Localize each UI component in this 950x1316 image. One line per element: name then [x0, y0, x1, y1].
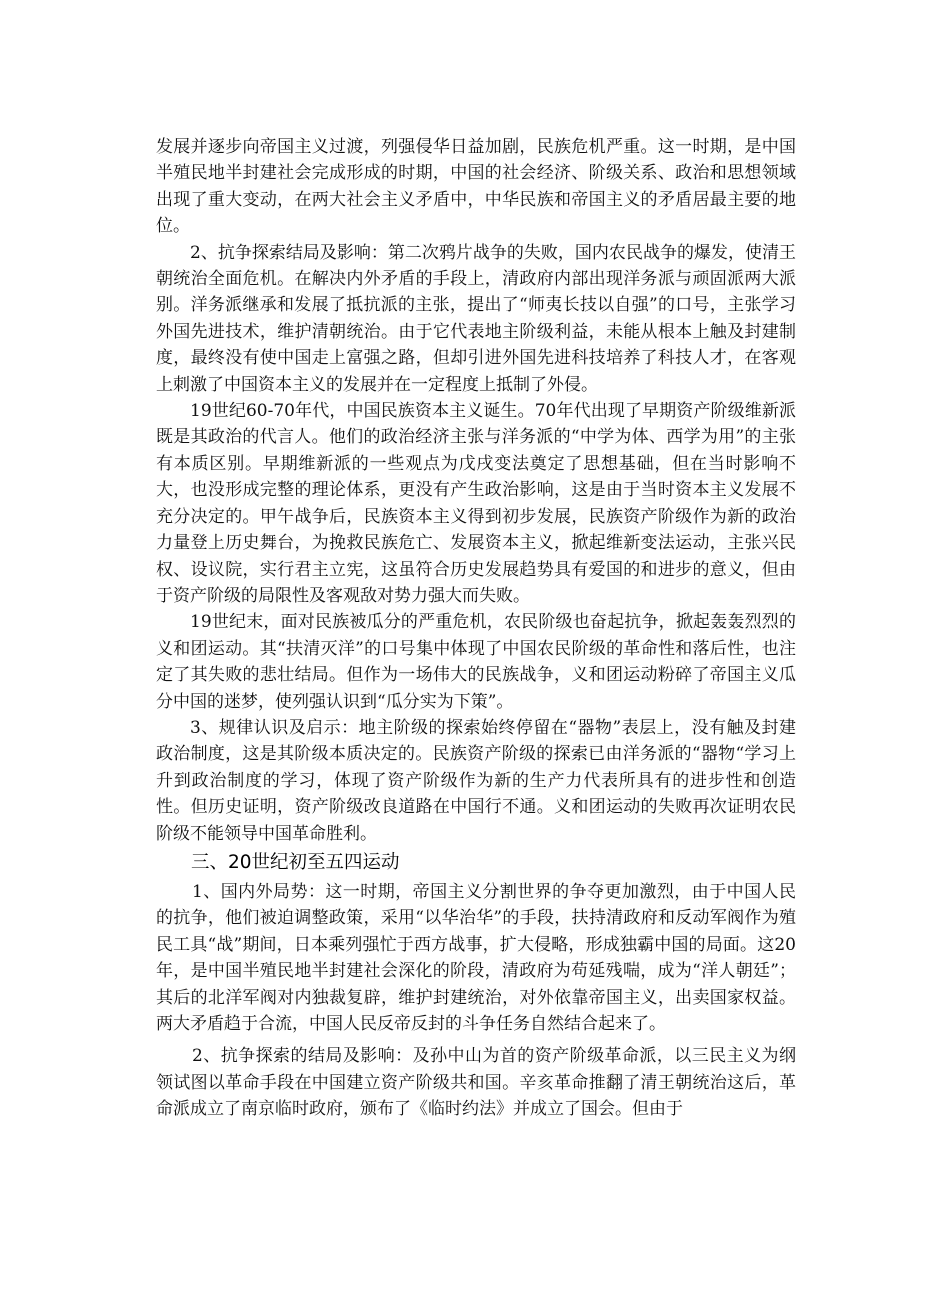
- section-heading: 三、20世纪初至五四运动: [191, 851, 400, 873]
- paragraph-6: 1、国内外局势：这一时期，帝国主义分割世界的争夺更加激烈，由于中国人民的抗争，他们被迫调整政策，采用“以华治华”的手段，扶持清政府和反动军阀作为殖民工具“战”期间，日本乘列强忙于西方战事，扩大侵略，形成独霸中国的局面。这20年，是中国半殖民地半封建社会深化的阶段，清政府为苟延残喘，成为“洋人朝廷”；其后的北洋军阀对内独裁复辟，维护封建统治，对外依靠帝国主义，出卖国家权益。两大矛盾趋于合流，中国人民反帝反封的斗争任务自然结合起来了。: [156, 881, 796, 1034]
- paragraph-1: 发展并逐步向帝国主义过渡，列强侵华日益加剧，民族危机严重。这一时期，是中国半殖民地半封建社会完成形成的时期，中国的社会经济、阶级关系、政治和思想领域出现了重大变动，在两大社会主义矛盾中，中华民族和帝国主义的矛盾居最主要的地位。: [156, 137, 796, 237]
- document-page: [156, 134, 796, 1123]
- paragraph-4: 19世纪末，面对民族被瓜分的严重危机，农民阶级也奋起抗争，掀起轰轰烈烈的义和团运动。其“扶清灭洋”的口号集中体现了中国农民阶级的革命性和落后性，也注定了其失败的悲壮结局。但作为一场伟大的民族战争，义和团运动粉碎了帝国主义瓜分中国的迷梦，使列强认识到“瓜分实为下策”。: [156, 612, 796, 712]
- paragraph-5: 3、规律认识及启示：地主阶级的探索始终停留在“器物”表层上，没有触及封建政治制度，这是其阶级本质决定的。民族资产阶级的探索已由洋务派的“器物“学习上升到政治制度的学习，体现了资产阶级作为新的生产力代表所具有的进步性和创造性。但历史证明，资产阶级改良道路在中国行不通。义和团运动的失败再次证明农民阶级不能领导中国革命胜利。: [156, 717, 796, 844]
- paragraph-3: 19世纪60-70年代，中国民族资本主义诞生。70年代出现了早期资产阶级维新派既是其政治的代言人。他们的政治经济主张与洋务派的“中学为体、西学为用”的主张有本质区别。早期维新派的一些观点为戊戌变法奠定了思想基础，但在当时影响不大，也没形成完整的理论体系，更没有产生政治影响，这是由于当时资本主义发展不充分决定的。甲午战争后，民族资本主义得到初步发展，民族资产阶级作为新的政治力量登上历史舞台，为挽救民族危亡、发展资本主义，掀起维新变法运动，主张兴民权、设议院，实行君主立宪，这虽符合历史发展趋势具有爱国的和进步的意义，但由于资产阶级的局限性及客观敌对势力强大而失败。: [156, 401, 796, 606]
- paragraph-2: 2、抗争探索结局及影响：第二次鸦片战争的失败，国内农民战争的爆发，使清王朝统治全面危机。在解决内外矛盾的手段上，清政府内部出现洋务派与顽固派两大派别。洋务派继承和发展了抵抗派的主张，提出了“师夷长技以自强”的口号，主张学习外国先进技术，维护清朝统治。由于它代表地主阶级利益，未能从根本上触及封建制度，最终没有使中国走上富强之路，但却引进外国先进科技培养了科技人才，在客观上刺激了中国资本主义的发展并在一定程度上抵制了外侵。: [156, 242, 796, 395]
- paragraph-7: 2、抗争探索的结局及影响：及孙中山为首的资产阶级革命派，以三民主义为纲领试图以革命手段在中国建立资产阶级共和国。辛亥革命推翻了清王朝统治这后，革命派成立了南京临时政府，颁布了《临时约法》并成立了国会。但由于: [156, 1046, 796, 1120]
